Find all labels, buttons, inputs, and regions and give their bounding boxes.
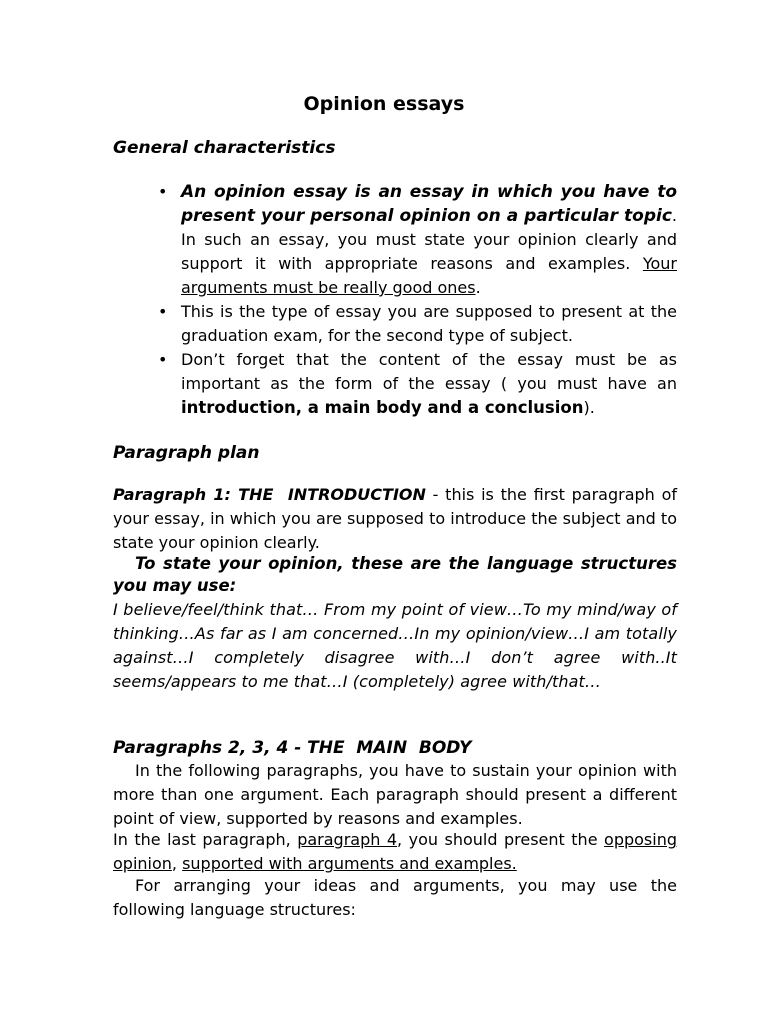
opposing-opinion-underlined: opposing opinion: [113, 830, 677, 873]
bullet-bold-intro: An opinion essay is an essay in which you have to present your personal opinion on a particular topic: [181, 182, 677, 226]
bullet-text: This is the type of essay you are supposed to present at the graduation exam, for the second type of subject.: [181, 302, 677, 345]
general-characteristics-heading: General characteristics: [113, 138, 336, 158]
paragraph-1-description: [113, 483, 677, 555]
paragraph-plan-heading: Paragraph plan: [113, 443, 260, 463]
page-title: Opinion essays: [303, 93, 465, 115]
arranging-ideas-text: For arranging your ideas and arguments, you may use the following language structures:: [113, 876, 677, 919]
supported-arguments-underlined: supported with arguments and examples.: [182, 854, 517, 873]
main-body-text: In the following paragraphs, you have to sustain your opinion with more than one argument. Each paragraph should present a different point of view, supported by reasons and examples.: [113, 761, 677, 828]
last-paragraph-mid: , you should present the: [397, 830, 605, 849]
list-item: [158, 180, 677, 300]
bullet-bold-text: introduction, a main body and a conclusion: [181, 398, 584, 417]
characteristics-list: [158, 180, 677, 420]
bullet-underlined-text: Your arguments must be really good ones: [181, 254, 677, 297]
bullet-icon: •: [158, 302, 168, 321]
bullet-trailing: .: [475, 278, 481, 297]
bullet-icon: •: [158, 182, 168, 201]
list-item: [158, 300, 677, 348]
list-item: [158, 348, 677, 420]
opinion-structures: I believe/feel/think that… From my point of view…To my mind/way of thinking…As far as I am concerned…In my opinion/view…I am totally against…I completely disagree with…I don’t agree with..It seems/appears to me that…I (completely) agree with/that…: [113, 600, 677, 691]
bullet-text: Don’t forget that the content of the essay must be as important as the form of the essay ( you must have an: [181, 350, 677, 393]
paragraph-1-label: Paragraph 1: THE INTRODUCTION: [113, 485, 426, 504]
bullet-trailing: ).: [583, 398, 595, 417]
paragraph-1-text: - this is the first paragraph of your essay, in which you are supposed to introduce the subject and to state your opinion clearly.: [113, 485, 677, 552]
bullet-icon: •: [158, 350, 168, 369]
main-body-heading: Paragraphs 2, 3, 4 - THE MAIN BODY: [113, 738, 472, 758]
structures-heading: To state your opinion, these are the language structures you may use:: [113, 554, 677, 595]
bullet-text: . In such an essay, you must state your opinion clearly and support it with appropriate reasons and examples.: [181, 206, 677, 273]
last-paragraph-comma: ,: [171, 854, 183, 873]
paragraph-4-underlined: paragraph 4: [297, 830, 398, 849]
last-paragraph-intro: In the last paragraph,: [113, 830, 298, 849]
last-paragraph-text: [113, 828, 677, 876]
